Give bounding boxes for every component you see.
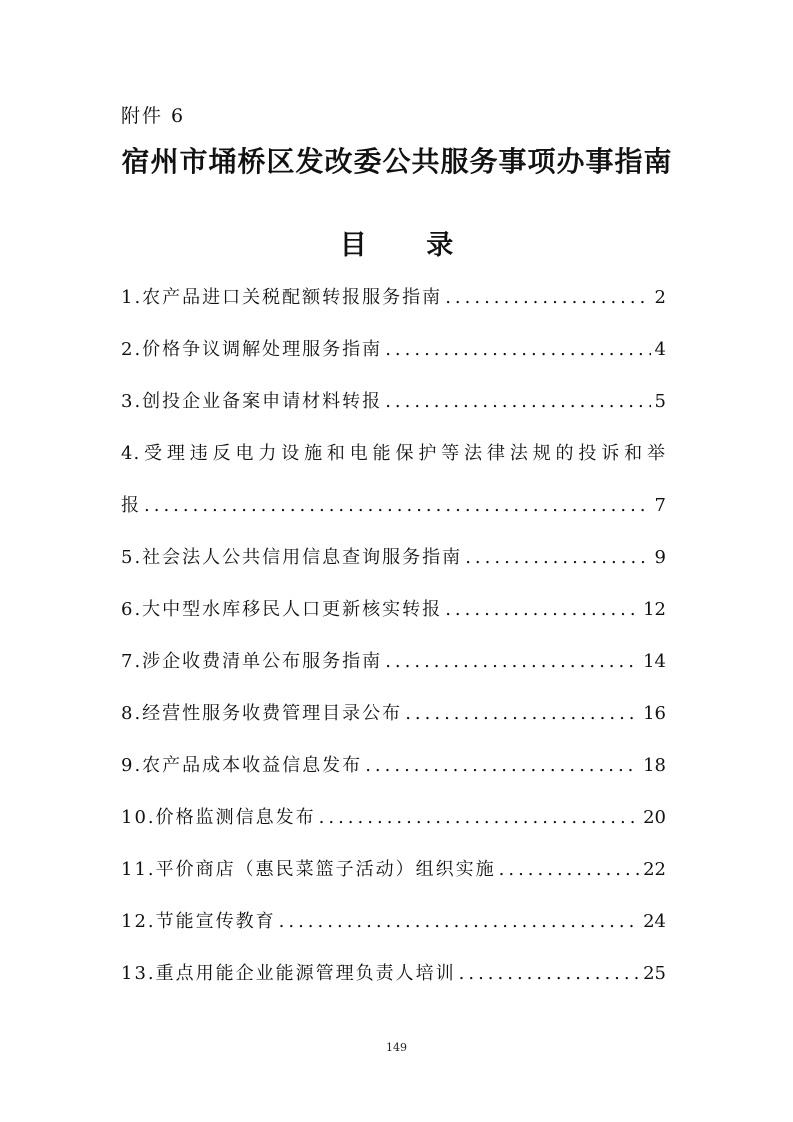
toc-dot-leader: [144, 493, 651, 519]
toc-entry-2[interactable]: [121, 337, 666, 363]
toc-heading: 目 录: [339, 230, 454, 261]
toc-dot-leader: [319, 805, 639, 831]
toc-entry-page: 18: [643, 755, 666, 776]
toc-entry-page: 7: [654, 495, 666, 516]
toc-entry-page: 24: [643, 911, 666, 932]
toc-entry-label: 8.经营性服务收费管理目录公布: [121, 703, 403, 724]
toc-entry-label: 13.重点用能企业能源管理负责人培训: [121, 963, 456, 984]
attachment-label: 附件 6: [121, 105, 186, 127]
toc-entry-9[interactable]: [121, 753, 666, 779]
toc-dot-leader: [499, 857, 639, 883]
toc-dot-leader: [459, 961, 639, 987]
toc-entry-8[interactable]: [121, 701, 666, 727]
toc-entry-5[interactable]: [121, 545, 666, 571]
toc-entry-4[interactable]: [121, 441, 666, 519]
toc-entry-12[interactable]: [121, 909, 666, 935]
toc-entry-label: 6.大中型水库移民人口更新核实转报: [121, 599, 443, 620]
toc-entry-label: 10.价格监测信息发布: [121, 807, 316, 828]
toc-entry-label: 1.农产品进口关税配额转报服务指南: [121, 287, 443, 308]
toc-entry-7[interactable]: [121, 649, 666, 675]
toc-dot-leader: [445, 597, 639, 623]
toc-entry-page: 2: [654, 287, 666, 308]
toc-entry-label-line1: 4.受理违反电力设施和电能保护等法律法规的投诉和举: [121, 443, 666, 464]
toc-entry-3[interactable]: [121, 389, 666, 415]
toc-entry-label: 3.创投企业备案申请材料转报: [121, 391, 383, 412]
toc-dot-leader: [279, 909, 639, 935]
document-title: 宿州市埇桥区发改委公共服务事项办事指南: [121, 145, 673, 178]
toc-entry-label: 9.农产品成本收益信息发布: [121, 755, 363, 776]
toc-entry-label: 11.平价商店（惠民菜篮子活动）组织实施: [121, 859, 496, 880]
toc-dot-leader: [365, 753, 639, 779]
toc-entry-6[interactable]: [121, 597, 666, 623]
toc-entry-label: 2.价格争议调解处理服务指南: [121, 339, 383, 360]
toc-entry-page: 5: [654, 391, 666, 412]
toc-dot-leader: [405, 701, 639, 727]
toc-entry-page: 25: [643, 963, 666, 984]
toc-dot-leader: [385, 649, 639, 675]
toc-entry-label-line2: 报: [121, 495, 141, 516]
toc-entry-page: 16: [643, 703, 666, 724]
toc-dot-leader: [385, 337, 650, 363]
toc-entry-page: 20: [643, 807, 666, 828]
toc-entry-13[interactable]: [121, 961, 666, 987]
toc-entry-10[interactable]: [121, 805, 666, 831]
toc-entry-page: 12: [643, 599, 666, 620]
toc-entry-page: 14: [643, 651, 666, 672]
toc-dot-leader: [465, 545, 650, 571]
toc-dot-leader: [385, 389, 650, 415]
toc-entry-page: 9: [654, 547, 666, 568]
toc-entry-label: 7.涉企收费清单公布服务指南: [121, 651, 383, 672]
toc-entry-1[interactable]: [121, 285, 666, 311]
toc-entry-line2: [121, 493, 666, 519]
toc-entry-page: 22: [643, 859, 666, 880]
toc-dot-leader: [445, 285, 650, 311]
page-number: 149: [386, 1041, 407, 1054]
toc-entry-11[interactable]: [121, 857, 666, 883]
toc-entry-label: 12.节能宣传教育: [121, 911, 276, 932]
toc-entry-page: 4: [654, 339, 666, 360]
toc-entry-label: 5.社会法人公共信用信息查询服务指南: [121, 547, 463, 568]
